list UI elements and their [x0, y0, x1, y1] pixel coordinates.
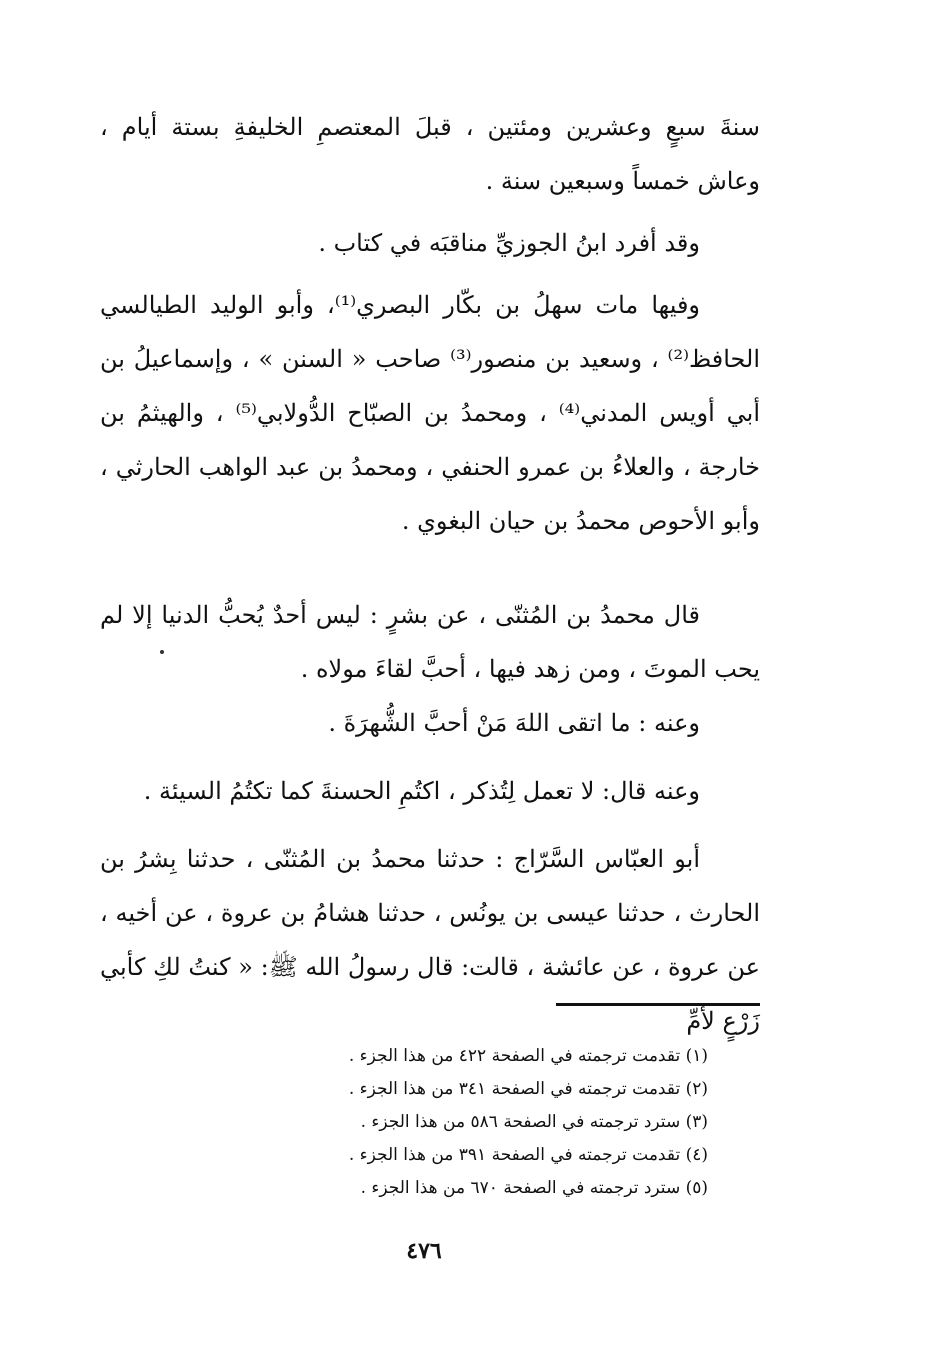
paragraph-hadith-chain: أبو العبّاس السَّرّاج : حدثنا محمدُ بن المُثنّى ، حدثنا بِشرُ بن الحارث ، حدثنا عيسى بن يونُس ، حدثنا هشامُ بن عروة ، عن أخيه ، عن عروة ، عن عائشة ، قالت: قال رسولُ الله ﷺ: « كنتُ لكِ كأبي زَرْعٍ لأمِّ [100, 845, 760, 1035]
paragraph-deaths-list: وفيها مات سهلُ بن بكّار البصري⁽¹⁾، وأبو الوليد الطيالسي الحافظ⁽²⁾ ، وسعيد بن منصور⁽³⁾ صاحب « السنن » ، وإسماعيلُ بن أبي أويس المدني⁽⁴⁾ ، ومحمدُ بن الصبّاح الدُّولابي⁽⁵⁾ ، والهيثمُ بن خارجة ، والعلاءُ بن عمرو الحنفي ، ومحمدُ بن عبد الواهب الحارثي ، وأبو الأحوص محمدُ بن حيان البغوي . [100, 291, 760, 535]
paragraph-quote-fame: وعنه : ما اتقى اللهَ مَنْ أحبَّ الشُّهرَةَ . [328, 709, 700, 737]
footnotes [288, 1040, 708, 1205]
page-number: ٤٧٦ [406, 1238, 442, 1264]
footnote-item: (٥) سترد ترجمته في الصفحة ٦٧٠ من هذا الجزء . [360, 1178, 708, 1198]
paragraph-quote-conceal: وعنه قال: لا تعمل لِتُذكر ، اكتُمِ الحسنةَ كما تكتُمُ السيئة . [143, 777, 700, 805]
footnote-item: (١) تقدمت ترجمته في الصفحة ٤٢٢ من هذا الجزء . [348, 1046, 708, 1066]
footnote-separator-rule [556, 1003, 760, 1006]
paragraph-death-year: سنةَ سبعٍ وعشرين ومئتين ، قبلَ المعتصمِ الخليفةِ بستة أيام ، وعاش خمساً وسبعين سنة . [100, 113, 760, 195]
scan-speck [160, 650, 164, 654]
main-text [100, 100, 760, 1048]
footnote-item: (٢) تقدمت ترجمته في الصفحة ٣٤١ من هذا الجزء . [348, 1079, 708, 1099]
footnote-item: (٤) تقدمت ترجمته في الصفحة ٣٩١ من هذا الجزء . [348, 1145, 708, 1165]
paragraph-ibn-jawzi: وقد أفرد ابنُ الجوزيِّ مناقبَه في كتاب . [318, 229, 700, 257]
paragraph-quote-bishr: قال محمدُ بن المُثنّى ، عن بشرٍ : ليس أحدٌ يُحبُّ الدنيا إلا لم يحب الموتَ ، ومن زهد فيها ، أحبَّ لقاءَ مولاه . [100, 601, 760, 683]
footnote-item: (٣) سترد ترجمته في الصفحة ٥٨٦ من هذا الجزء . [360, 1112, 708, 1132]
